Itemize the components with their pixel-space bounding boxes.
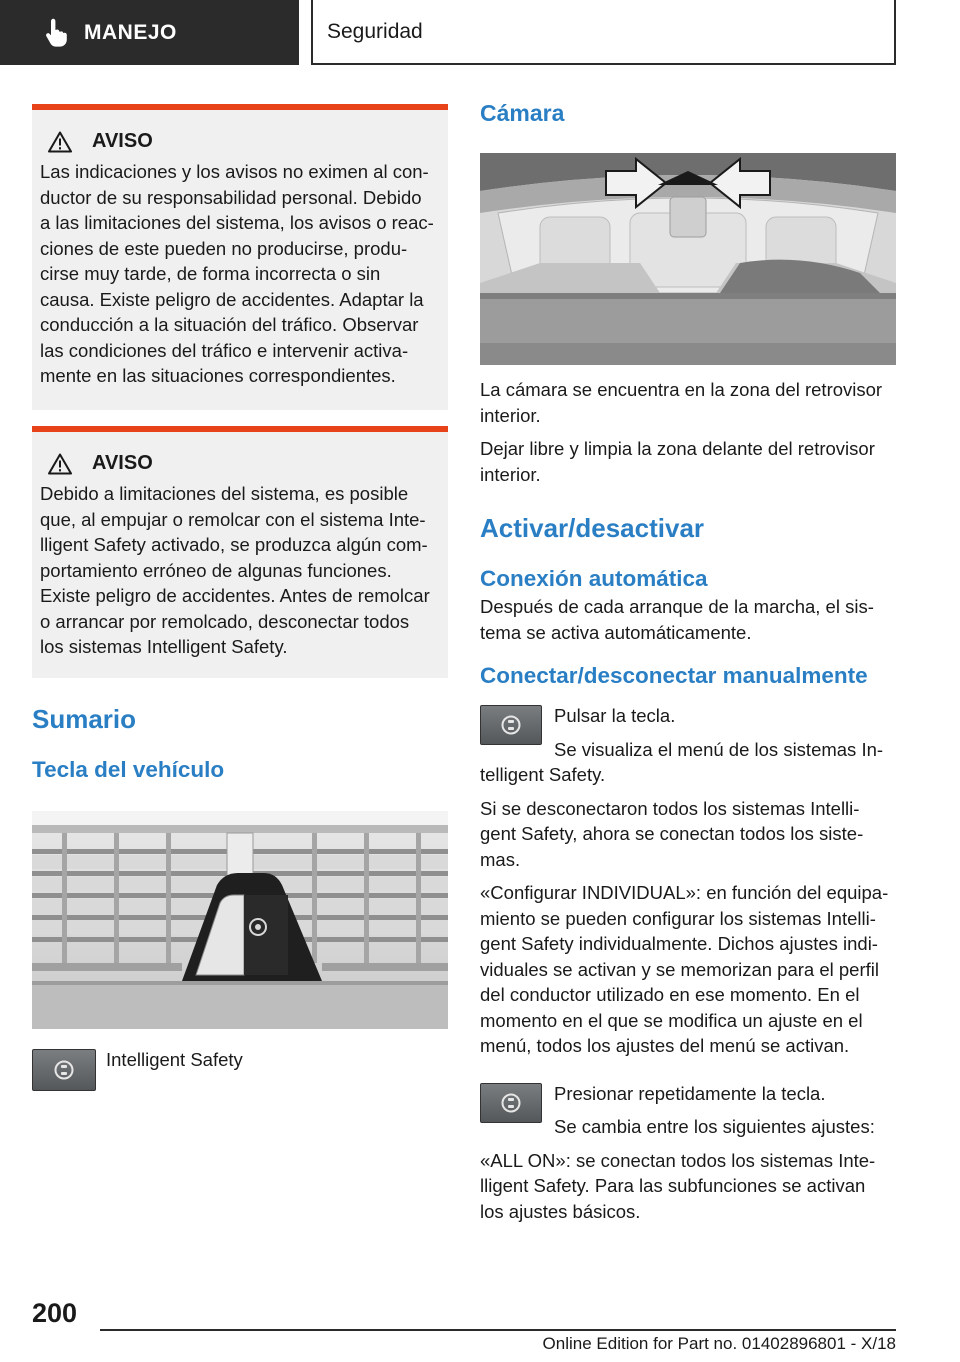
- warning-line: que, al empujar o remolcar con el sistema Inte-: [40, 508, 426, 530]
- intelligent-safety-label: Intelligent Safety: [106, 1049, 243, 1070]
- text-line: miento se pueden configurar los sistemas Intelli-: [480, 907, 876, 929]
- text-line: los ajustes básicos.: [480, 1200, 641, 1222]
- text-line: Después de cada arranque de la marcha, el sis-: [480, 596, 874, 617]
- intelligent-safety-key-button[interactable]: [32, 1049, 96, 1091]
- page-number: 200: [32, 1298, 78, 1328]
- warning-title-1: [40, 130, 440, 153]
- warning-line: a las limitaciones del sistema, los avisos o reac-: [40, 212, 434, 233]
- heading-conexion-automatica: Conexión automática: [480, 566, 708, 591]
- chapter-label: MANEJO: [84, 20, 177, 44]
- warning-line: portamiento erróneo de algunas funciones.: [40, 559, 392, 581]
- warning-line: las condiciones del tráfico e intervenir activa-: [40, 339, 409, 361]
- warning-box-2: [32, 426, 448, 678]
- text-line: del conductor utilizado en ese momento. En el: [480, 984, 860, 1005]
- vehicle-key-illustration: [32, 811, 448, 1029]
- text-line: menú, todos los ajustes del menú se activan.: [480, 1035, 850, 1056]
- text-line: viduales se activan y se memorizan para el perfil: [480, 958, 879, 980]
- right-column: [480, 100, 896, 1224]
- text-line: Si se desconectaron todos los sistemas Intelli-: [480, 797, 860, 819]
- camara-paragraph-2: [480, 436, 896, 487]
- text-line: tema se activa automáticamente.: [480, 621, 752, 643]
- left-column: [32, 104, 448, 1091]
- camera-interior-photo: [480, 153, 896, 365]
- manual-key-row: [480, 703, 896, 762]
- heading-camara: Cámara: [480, 100, 565, 126]
- text-line: interior.: [480, 404, 541, 426]
- warning-text-1: [40, 159, 440, 389]
- footer-divider: [100, 1329, 896, 1331]
- camara-paragraph-1: [480, 377, 896, 428]
- warning-line: Existe peligro de accidentes. Antes de remolcar: [40, 585, 430, 606]
- press-key-row: [480, 1081, 896, 1140]
- text-line: interior.: [480, 463, 541, 485]
- manual-paragraph-2: [480, 796, 896, 873]
- intelligent-safety-icon: [53, 1059, 75, 1081]
- press-key-text: [554, 1081, 875, 1140]
- heading-activar-desactivar: Activar/desactivar: [480, 513, 705, 543]
- conexion-paragraph: [480, 594, 896, 645]
- text-line: Presionar repetidamente la tecla.: [554, 1082, 826, 1104]
- text-line: Se visualiza el menú de los sistemas In-: [554, 738, 884, 760]
- warning-line: Debido a limitaciones del sistema, es posible: [40, 483, 409, 504]
- section-title: [311, 0, 896, 65]
- all-on-paragraph: [480, 1148, 896, 1225]
- warning-triangle-icon: [48, 131, 72, 153]
- warning-line: cirse muy tarde, de forma incorrecta o sin: [40, 263, 381, 284]
- text-line: La cámara se encuentra en la zona del retrovisor: [480, 379, 883, 400]
- warning-title-2: [40, 452, 440, 475]
- vehicle-key-photo: [32, 811, 448, 1029]
- manual-continuation: telligent Safety.: [480, 764, 606, 785]
- text-line: «Configurar INDIVIDUAL»: en función del equipa-: [480, 882, 889, 903]
- manual-paragraph-3: [480, 880, 896, 1059]
- text-line: momento en el que se modifica un ajuste en el: [480, 1009, 863, 1031]
- warning-line: mente en las situaciones correspondientes.: [40, 365, 396, 386]
- warning-title-text-1: AVISO: [92, 130, 153, 152]
- key-row-intelligent-safety: [32, 1049, 448, 1091]
- hand-pointer-icon: [40, 18, 70, 48]
- text-line: «ALL ON»: se conectan todos los sistemas Inte-: [480, 1149, 876, 1171]
- text-line: Se cambia entre los siguientes ajustes:: [554, 1116, 875, 1137]
- heading-sumario: Sumario: [32, 704, 137, 734]
- warning-line: o arrancar por remolcado, desconectar todos: [40, 610, 410, 632]
- warning-line: Las indicaciones y los avisos no eximen al con-: [40, 161, 429, 182]
- intelligent-safety-icon: [500, 714, 522, 736]
- warning-line: ciones de este pueden no producirse, produ-: [40, 237, 408, 259]
- camera-interior-illustration: [480, 153, 896, 365]
- heading-tecla-vehiculo: Tecla del vehículo: [32, 757, 225, 782]
- manual-key-text: [554, 703, 883, 762]
- warning-line: conducción a la situación del tráfico. Observar: [40, 314, 419, 335]
- warning-line: los sistemas Intelligent Safety.: [40, 636, 288, 657]
- warning-triangle-icon: [48, 453, 72, 475]
- text-line: gent Safety individualmente. Dichos ajustes indi-: [480, 933, 878, 954]
- warning-text-2: [40, 481, 440, 660]
- warning-line: causa. Existe peligro de accidentes. Adaptar la: [40, 288, 424, 310]
- chapter-tab[interactable]: [0, 0, 299, 65]
- intelligent-safety-icon: [500, 1092, 522, 1114]
- intelligent-safety-key-button[interactable]: [480, 705, 542, 745]
- warning-box-1: [32, 104, 448, 410]
- text-line: mas.: [480, 848, 521, 870]
- warning-line: lligent Safety activado, se produzca algún com-: [40, 534, 428, 555]
- text-line: gent Safety, ahora se conectan todos los siste-: [480, 823, 864, 844]
- text-line: Dejar libre y limpia la zona delante del retrovisor: [480, 438, 875, 459]
- edition-info: Online Edition for Part no. 01402896801 - X/18: [542, 1334, 896, 1353]
- heading-conectar-manualmente: Conectar/desconectar manualmente: [480, 663, 868, 688]
- warning-title-text-2: AVISO: [92, 452, 153, 474]
- intelligent-safety-key-button[interactable]: [480, 1083, 542, 1123]
- text-line: Pulsar la tecla.: [554, 705, 676, 726]
- text-line: lligent Safety. Para las subfunciones se activan: [480, 1175, 866, 1196]
- section-label: Seguridad: [327, 19, 423, 43]
- warning-line: ductor de su responsabilidad personal. Debido: [40, 186, 422, 208]
